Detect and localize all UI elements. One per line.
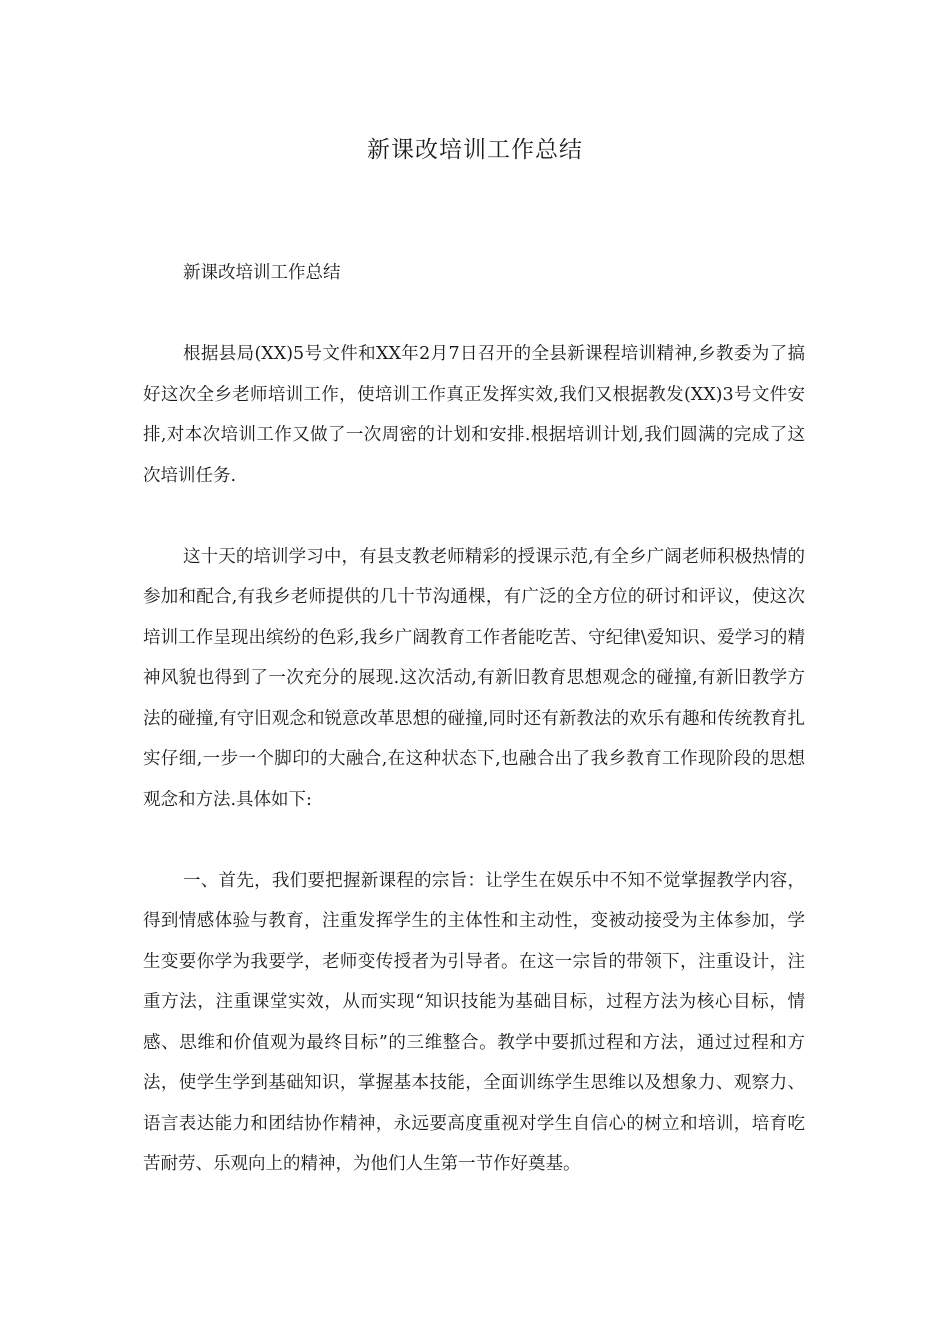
paragraph-training-background: 根据县局(XX)5号文件和XX年2月7日召开的全县新课程培训精神,乡教委为了搞好这次全乡老师培训工作，使培训工作真正发挥实效,我们又根据教发(XX)3号文件安排,对本次培训工作又做了一次周密的计划和安排.根据培训计划,我们圆满的完成了这次培训任务. — [143, 344, 805, 486]
document-subtitle: 新课改培训工作总结 — [183, 263, 341, 283]
paragraph-training-process: 这十天的培训学习中，有县支教老师精彩的授课示范,有全乡广阔老师积极热情的参加和配合,有我乡老师提供的几十节沟通棵，有广泛的全方位的研讨和评议，使这次培训工作呈现出缤纷的色彩,我乡广阔教育工作者能吃苦、守纪律\爱知识、爱学习的精神风貌也得到了一次充分的展现.这次活动,有新旧教育思想观念的碰撞,有新旧教学方法的碰撞,有守旧观念和锐意改革思想的碰撞,同时还有新教法的欢乐有趣和传统教育扎实仔细,一步一个脚印的大融合,在这种状态下,也融合出了我乡教育工作现阶段的思想观念和方法.具体如下: — [143, 546, 805, 810]
document-body — [143, 253, 805, 1225]
document-title: 新课改培训工作总结 — [367, 137, 583, 163]
paragraph-course-purpose: 一、首先，我们要把握新课程的宗旨：让学生在娱乐中不知不觉掌握教学内容，得到情感体验与教育，注重发挥学生的主体性和主动性，变被动接受为主体参加，学生变要你学为我要学，老师变传授者为引导者。在这一宗旨的带领下，注重设计，注重方法，注重课堂实效，从而实现“知识技能为基础目标，过程方法为核心目标，情感、思维和价值观为最终目标”的三维整合。教学中要抓过程和方法，通过过程和方法，使学生学到基础知识，掌握基本技能，全面训练学生思维以及想象力、观察力、语言表达能力和团结协作精神，永远要高度重视对学生自信心的树立和培训，培育吃苦耐劳、乐观向上的精神，为他们人生第一节作好奠基。 — [143, 870, 805, 1174]
